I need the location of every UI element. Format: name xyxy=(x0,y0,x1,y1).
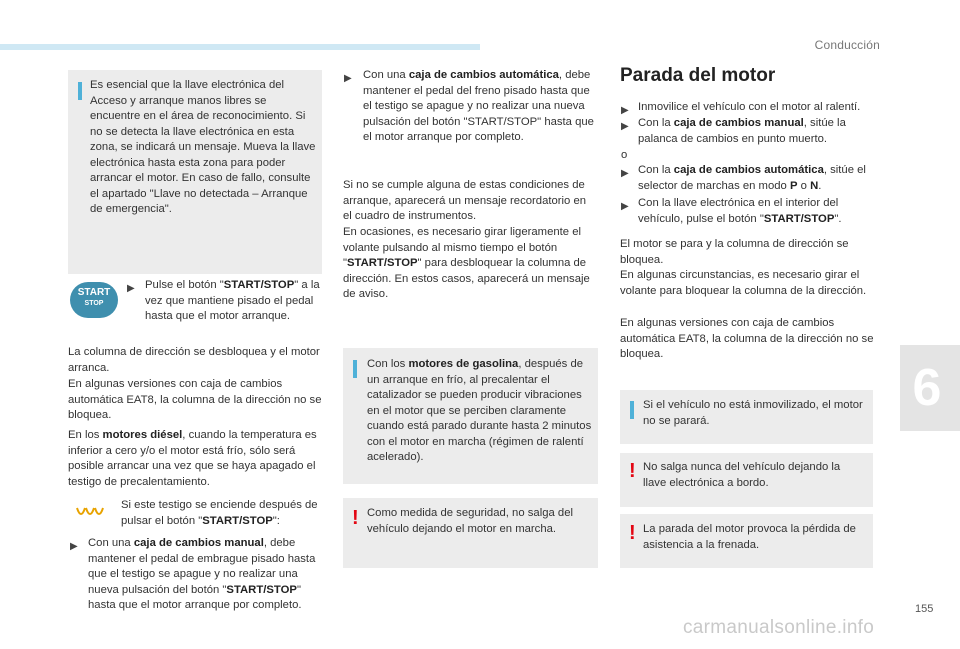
text-run-bold: N xyxy=(810,179,819,192)
paragraph-conditions: Si no se cumple alguna de estas condiciones de arranque, aparecerá un mensaje recordatorio en el cuadro de instrumentos. xyxy=(343,179,587,222)
start-instruction xyxy=(145,278,320,325)
warning-exclamation-icon: ! xyxy=(352,507,359,529)
text-run: En los xyxy=(68,429,103,441)
bullet-marker: ▶ xyxy=(621,168,629,179)
section-title: Conducción xyxy=(814,38,880,52)
manual-gearbox-instruction xyxy=(88,536,324,614)
text-run: Con la llave electrónica en el interior del vehículo, pulse el botón " xyxy=(638,197,839,225)
warning-exclamation-icon: ! xyxy=(629,522,636,544)
bullet-marker: ▶ xyxy=(621,201,629,212)
info-box-petrol-text xyxy=(367,357,593,466)
stop-step-4 xyxy=(638,196,878,227)
info-box-stationary-text: Si el vehículo no está inmovilizado, el motor no se parará. xyxy=(643,399,863,427)
text-run-bold: P xyxy=(789,179,798,192)
text-run: , debe mantener el pedal del freno pisado hasta que el testigo se apague y no realizar una nueva pulsación del botón "START/STOP" hasta que el motor arranque por completo. xyxy=(363,69,594,143)
text-run: , después de un arranque en frío, al precalentar el catalizador se pueden producir vibraciones en el motor que se perciben claramente cuando está parado durante hasta 2 minutos con el motor en marcha (régimen de ralentí acelerado). xyxy=(367,358,592,463)
paragraph-stop: El motor se para y la columna de dirección se bloquea. xyxy=(620,238,849,266)
warning-box-brake-text: La parada del motor provoca la pérdida de asistencia a la frenada. xyxy=(643,523,856,551)
text-run-bold: START/STOP xyxy=(226,583,297,596)
text-run: Con los xyxy=(367,358,409,370)
text-run: , cuando la temperatura es inferior a cero y/o el motor está frío, sólo será posible arrancar una vez que se haya apagado el testigo de precalentamiento. xyxy=(68,429,317,488)
text-run-bold: START/STOP xyxy=(763,212,835,225)
text-run: Pulse el botón " xyxy=(145,279,224,291)
paragraph-eat8: En algunas versiones con caja de cambios automática EAT8, la columna de la dirección no se bloquea. xyxy=(620,317,874,360)
start-stop-icon-line2: STOP xyxy=(84,300,104,307)
text-run-bold: caja de cambios automática xyxy=(673,164,824,176)
paragraph-steering xyxy=(343,225,597,303)
paragraph-unlock: La columna de dirección se desbloquea y el motor arranca. xyxy=(68,346,320,374)
glow-plug-warning-icon xyxy=(75,506,105,520)
text-run-bold: START/STOP xyxy=(347,257,418,269)
text-run-bold: START/STOP xyxy=(223,279,295,291)
text-run: ". xyxy=(834,212,842,225)
text-run: , sitúe el selector de marchas en modo xyxy=(638,164,866,192)
text-run: ": xyxy=(272,514,280,527)
warning-box-key-text: No salga nunca del vehículo dejando la llave electrónica a bordo. xyxy=(643,461,841,489)
automatic-gearbox-instruction xyxy=(363,68,599,146)
chapter-number: 6 xyxy=(912,359,942,417)
warning-exclamation-icon: ! xyxy=(629,460,636,482)
text-run: Con una xyxy=(363,69,409,81)
info-icon xyxy=(353,360,357,378)
text-run: o xyxy=(797,179,811,192)
text-run-bold: caja de cambios manual xyxy=(673,117,804,129)
text-run: " para desbloquear la columna de dirección. En estos casos, aparecerá un mensaje de aviso. xyxy=(343,257,590,300)
page-number: 155 xyxy=(915,603,934,615)
text-run: " a la vez que mantiene pisado el pedal hasta que el motor arranque. xyxy=(145,279,320,322)
text-run-bold: motores de gasolina xyxy=(408,358,519,370)
bullet-marker: ▶ xyxy=(621,105,629,116)
text-run-bold: motores diésel xyxy=(102,429,183,441)
stop-step-3 xyxy=(638,163,878,194)
text-run: En ocasiones, es necesario girar ligeramente el volante pulsando al mismo tiempo el botón " xyxy=(343,226,581,269)
stop-step-1: Inmovilice el vehículo con el motor al ralentí. xyxy=(638,101,861,113)
paragraph-diesel xyxy=(68,428,322,490)
warning-box-safety-text: Como medida de seguridad, no salga del vehículo dejando el motor en marcha. xyxy=(367,507,573,535)
text-run: Con una xyxy=(88,537,134,549)
bullet-marker: ▶ xyxy=(70,541,78,552)
paragraph-eat8: En algunas versiones con caja de cambios automática EAT8, la columna de la dirección no se bloquea. xyxy=(68,378,322,421)
text-run: Si este testigo se enciende después de pulsar el botón " xyxy=(121,499,318,527)
glow-plug-text xyxy=(121,498,321,529)
bullet-marker: ▶ xyxy=(344,73,352,84)
info-icon xyxy=(78,82,82,100)
bullet-marker: ▶ xyxy=(621,121,629,132)
start-stop-button-icon xyxy=(70,282,118,318)
section-heading: Parada del motor xyxy=(620,65,776,86)
info-box-key-text: Es esencial que la llave electrónica del Acceso y arranque manos libres se encuentre en el área de reconocimiento. Si no se detecta la llave electrónica en esta zona, se indicará un mensaje. Mueva la llave electrónica hasta esta zona para poder arrancar el motor. En caso de fallo, consulte el apartado "Llave no detectada – Arranque de emergencia". xyxy=(90,79,316,215)
text-run: , sitúe la palanca de cambios en punto muerto. xyxy=(638,117,846,145)
text-run-bold: START/STOP xyxy=(202,514,273,527)
text-run-bold: caja de cambios manual xyxy=(133,537,264,549)
text-run: " hasta que el motor arranque por completo. xyxy=(88,583,302,611)
bullet-marker: ▶ xyxy=(127,283,135,294)
text-run: , debe mantener el pedal de embrague pisado hasta que el testigo se apague y no realizar una nueva pulsación del botón " xyxy=(88,537,316,596)
start-stop-icon-line1: START xyxy=(77,287,111,298)
text-run: Con la xyxy=(638,117,674,129)
header-accent-bar xyxy=(0,44,480,50)
paragraph-turn: En algunas circunstancias, es necesario girar el volante para bloquear la columna de la dirección. xyxy=(620,269,867,297)
or-separator: o xyxy=(621,149,628,161)
text-run-bold: caja de cambios automática xyxy=(408,69,559,81)
watermark: carmanualsonline.info xyxy=(683,617,875,638)
text-run: Con la xyxy=(638,164,674,176)
stop-step-2 xyxy=(638,116,878,147)
text-run: . xyxy=(818,179,822,192)
info-icon xyxy=(630,401,634,419)
